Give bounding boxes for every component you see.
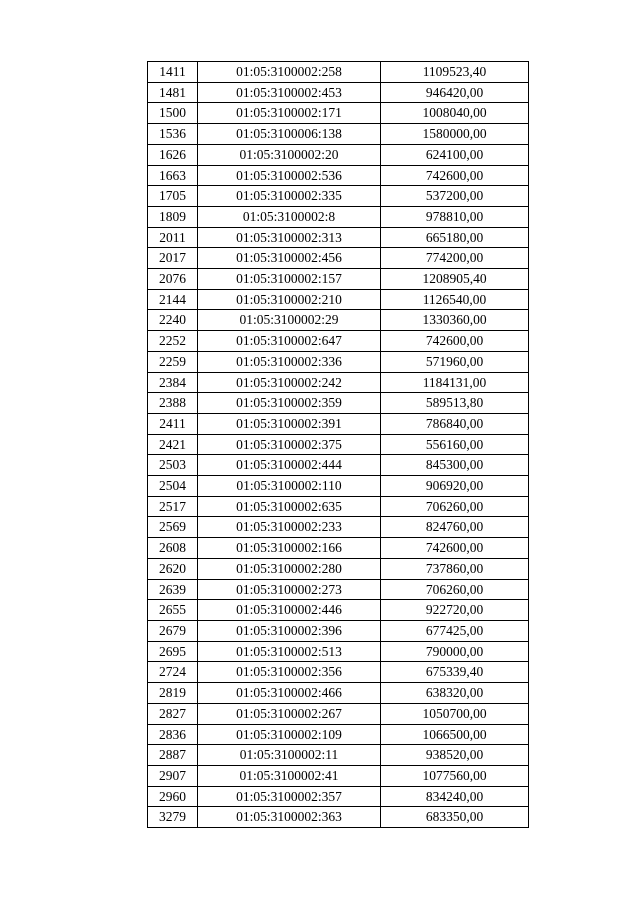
table-row — [148, 62, 529, 83]
cadastral-number-cell: 01:05:3100002:11 — [198, 745, 381, 766]
table-row — [148, 165, 529, 186]
row-number-cell: 2695 — [148, 641, 198, 662]
cadastral-number-cell: 01:05:3100002:513 — [198, 641, 381, 662]
row-number-cell: 2836 — [148, 724, 198, 745]
value-cell: 946420,00 — [381, 82, 529, 103]
table-row — [148, 144, 529, 165]
cadastral-number-cell: 01:05:3100002:359 — [198, 393, 381, 414]
cadastral-number-cell: 01:05:3100002:356 — [198, 662, 381, 683]
table-row — [148, 206, 529, 227]
table-row — [148, 786, 529, 807]
value-cell: 665180,00 — [381, 227, 529, 248]
table-row — [148, 683, 529, 704]
table-row — [148, 558, 529, 579]
cadastral-number-cell: 01:05:3100002:357 — [198, 786, 381, 807]
table-row — [148, 186, 529, 207]
table-row — [148, 82, 529, 103]
row-number-cell: 1809 — [148, 206, 198, 227]
value-cell: 624100,00 — [381, 144, 529, 165]
row-number-cell: 2569 — [148, 517, 198, 538]
table-row — [148, 620, 529, 641]
value-cell: 556160,00 — [381, 434, 529, 455]
row-number-cell: 1536 — [148, 124, 198, 145]
table-row — [148, 724, 529, 745]
cadastral-number-cell: 01:05:3100002:242 — [198, 372, 381, 393]
cadastral-number-cell: 01:05:3100002:166 — [198, 538, 381, 559]
value-cell: 683350,00 — [381, 807, 529, 828]
value-cell: 1050700,00 — [381, 703, 529, 724]
table-row — [148, 413, 529, 434]
cadastral-number-cell: 01:05:3100002:336 — [198, 351, 381, 372]
table-row — [148, 248, 529, 269]
value-cell: 938520,00 — [381, 745, 529, 766]
table-row — [148, 372, 529, 393]
row-number-cell: 2259 — [148, 351, 198, 372]
value-cell: 1330360,00 — [381, 310, 529, 331]
row-number-cell: 1481 — [148, 82, 198, 103]
cadastral-number-cell: 01:05:3100002:635 — [198, 496, 381, 517]
value-cell: 742600,00 — [381, 165, 529, 186]
value-cell: 834240,00 — [381, 786, 529, 807]
value-cell: 638320,00 — [381, 683, 529, 704]
table-row — [148, 496, 529, 517]
table-row — [148, 289, 529, 310]
row-number-cell: 2907 — [148, 765, 198, 786]
table-row — [148, 434, 529, 455]
row-number-cell: 2724 — [148, 662, 198, 683]
cadastral-number-cell: 01:05:3100002:233 — [198, 517, 381, 538]
value-cell: 1066500,00 — [381, 724, 529, 745]
table-row — [148, 103, 529, 124]
value-cell: 742600,00 — [381, 331, 529, 352]
table-row — [148, 807, 529, 828]
table-row — [148, 517, 529, 538]
cadastral-number-cell: 01:05:3100002:391 — [198, 413, 381, 434]
value-cell: 790000,00 — [381, 641, 529, 662]
table-body — [148, 62, 529, 828]
row-number-cell: 2240 — [148, 310, 198, 331]
row-number-cell: 2076 — [148, 269, 198, 290]
table-row — [148, 765, 529, 786]
cadastral-number-cell: 01:05:3100002:210 — [198, 289, 381, 310]
cadastral-number-cell: 01:05:3100002:109 — [198, 724, 381, 745]
value-cell: 706260,00 — [381, 496, 529, 517]
value-cell: 1008040,00 — [381, 103, 529, 124]
cadastral-number-cell: 01:05:3100002:8 — [198, 206, 381, 227]
table-row — [148, 455, 529, 476]
row-number-cell: 1411 — [148, 62, 198, 83]
row-number-cell: 2620 — [148, 558, 198, 579]
table-row — [148, 703, 529, 724]
table-row — [148, 227, 529, 248]
value-cell: 1208905,40 — [381, 269, 529, 290]
cadastral-number-cell: 01:05:3100002:20 — [198, 144, 381, 165]
value-cell: 742600,00 — [381, 538, 529, 559]
data-table — [147, 61, 529, 828]
row-number-cell: 2503 — [148, 455, 198, 476]
cadastral-number-cell: 01:05:3100002:466 — [198, 683, 381, 704]
cadastral-number-cell: 01:05:3100002:110 — [198, 476, 381, 497]
table-row — [148, 269, 529, 290]
table-row — [148, 579, 529, 600]
value-cell: 906920,00 — [381, 476, 529, 497]
table-row — [148, 641, 529, 662]
cadastral-number-cell: 01:05:3100002:41 — [198, 765, 381, 786]
cadastral-number-cell: 01:05:3100002:157 — [198, 269, 381, 290]
cadastral-number-cell: 01:05:3100002:536 — [198, 165, 381, 186]
row-number-cell: 2887 — [148, 745, 198, 766]
value-cell: 1109523,40 — [381, 62, 529, 83]
cadastral-number-cell: 01:05:3100002:273 — [198, 579, 381, 600]
row-number-cell: 1626 — [148, 144, 198, 165]
row-number-cell: 2144 — [148, 289, 198, 310]
cadastral-number-cell: 01:05:3100002:280 — [198, 558, 381, 579]
table-row — [148, 124, 529, 145]
row-number-cell: 2388 — [148, 393, 198, 414]
row-number-cell: 2827 — [148, 703, 198, 724]
table-row — [148, 600, 529, 621]
value-cell: 922720,00 — [381, 600, 529, 621]
table-row — [148, 745, 529, 766]
row-number-cell: 2960 — [148, 786, 198, 807]
table-row — [148, 331, 529, 352]
row-number-cell: 2252 — [148, 331, 198, 352]
value-cell: 737860,00 — [381, 558, 529, 579]
cadastral-number-cell: 01:05:3100002:446 — [198, 600, 381, 621]
value-cell: 978810,00 — [381, 206, 529, 227]
cadastral-number-cell: 01:05:3100002:647 — [198, 331, 381, 352]
value-cell: 786840,00 — [381, 413, 529, 434]
row-number-cell: 2504 — [148, 476, 198, 497]
table-row — [148, 476, 529, 497]
row-number-cell: 2517 — [148, 496, 198, 517]
cadastral-number-cell: 01:05:3100002:453 — [198, 82, 381, 103]
cadastral-number-cell: 01:05:3100002:29 — [198, 310, 381, 331]
value-cell: 774200,00 — [381, 248, 529, 269]
cadastral-number-cell: 01:05:3100002:396 — [198, 620, 381, 641]
cadastral-number-cell: 01:05:3100002:313 — [198, 227, 381, 248]
value-cell: 1126540,00 — [381, 289, 529, 310]
row-number-cell: 3279 — [148, 807, 198, 828]
table-row — [148, 393, 529, 414]
row-number-cell: 2819 — [148, 683, 198, 704]
table-row — [148, 538, 529, 559]
cadastral-number-cell: 01:05:3100002:267 — [198, 703, 381, 724]
row-number-cell: 2384 — [148, 372, 198, 393]
table-row — [148, 310, 529, 331]
value-cell: 706260,00 — [381, 579, 529, 600]
row-number-cell: 2679 — [148, 620, 198, 641]
value-cell: 824760,00 — [381, 517, 529, 538]
value-cell: 1184131,00 — [381, 372, 529, 393]
table-row — [148, 662, 529, 683]
cadastral-number-cell: 01:05:3100002:258 — [198, 62, 381, 83]
value-cell: 1077560,00 — [381, 765, 529, 786]
row-number-cell: 2655 — [148, 600, 198, 621]
row-number-cell: 2421 — [148, 434, 198, 455]
table-row — [148, 351, 529, 372]
cadastral-number-cell: 01:05:3100002:456 — [198, 248, 381, 269]
cadastral-number-cell: 01:05:3100002:444 — [198, 455, 381, 476]
row-number-cell: 2411 — [148, 413, 198, 434]
value-cell: 1580000,00 — [381, 124, 529, 145]
cadastral-number-cell: 01:05:3100002:171 — [198, 103, 381, 124]
row-number-cell: 2011 — [148, 227, 198, 248]
cadastral-number-cell: 01:05:3100002:335 — [198, 186, 381, 207]
value-cell: 675339,40 — [381, 662, 529, 683]
value-cell: 537200,00 — [381, 186, 529, 207]
row-number-cell: 1663 — [148, 165, 198, 186]
cadastral-number-cell: 01:05:3100006:138 — [198, 124, 381, 145]
row-number-cell: 2639 — [148, 579, 198, 600]
cadastral-number-cell: 01:05:3100002:375 — [198, 434, 381, 455]
row-number-cell: 1705 — [148, 186, 198, 207]
row-number-cell: 2608 — [148, 538, 198, 559]
value-cell: 845300,00 — [381, 455, 529, 476]
row-number-cell: 2017 — [148, 248, 198, 269]
row-number-cell: 1500 — [148, 103, 198, 124]
value-cell: 589513,80 — [381, 393, 529, 414]
value-cell: 677425,00 — [381, 620, 529, 641]
value-cell: 571960,00 — [381, 351, 529, 372]
cadastral-number-cell: 01:05:3100002:363 — [198, 807, 381, 828]
